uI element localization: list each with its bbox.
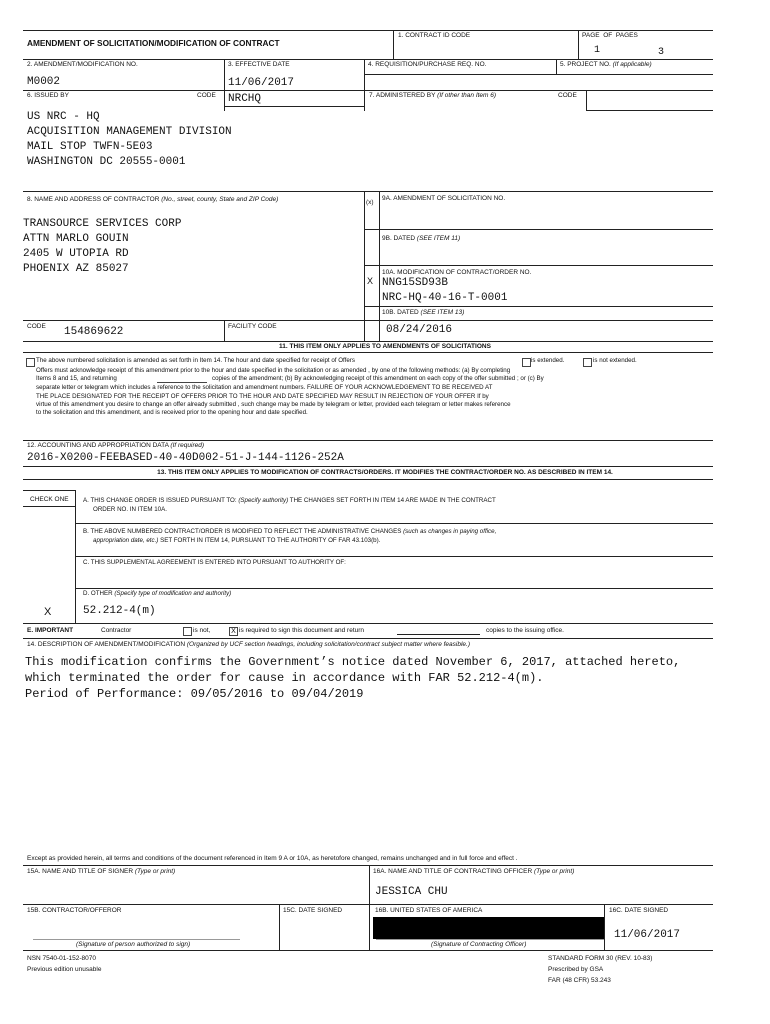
item3-label: 3. EFFECTIVE DATE xyxy=(228,61,290,68)
item13d-authority: 52.212-4(m) xyxy=(83,605,156,617)
effective-date: 11/06/2017 xyxy=(228,77,295,89)
item2-label: 2. AMENDMENT/MODIFICATION NO. xyxy=(27,61,138,68)
signer-signature-caption: (Signature of person authorized to sign) xyxy=(76,941,191,948)
item6-label: 6. ISSUED BY xyxy=(27,92,69,99)
check-one-label: CHECK ONE xyxy=(30,496,69,503)
item14-description: This modification confirms the Government’s notice dated November 6, 2017, attached hereto, which terminated the order for cause in accordance with FAR 52.212-4(m). Period of Performance: 09/05/2016 to 09/04/2019 xyxy=(25,655,681,701)
is-required-checkbox[interactable]: X xyxy=(229,627,238,636)
item7-code-label: CODE xyxy=(558,92,577,99)
item8-code-label: CODE xyxy=(27,323,46,330)
item15b-label: 15B. CONTRACTOR/OFFEROR xyxy=(27,907,122,914)
prescribed-by: Prescribed by GSA xyxy=(548,966,604,973)
date-signed: 11/06/2017 xyxy=(614,929,681,941)
item9b-label: 9B. DATED (SEE ITEM 11) xyxy=(382,235,461,242)
item13d-mark: X xyxy=(44,606,52,618)
item13d-text[interactable]: D. OTHER (Specify type of modification and authority) xyxy=(83,590,232,597)
facility-code-label: FACILITY CODE xyxy=(228,323,277,330)
item13-title: 13. THIS ITEM ONLY APPLIES TO MODIFICATION OF CONTRACTS/ORDERS. IT MODIFIES THE CONTRACT/ORDER NO. AS DESCRIBED IN ITEM 14. xyxy=(157,469,613,476)
item4-label: 4. REQUISITION/PURCHASE REQ. NO. xyxy=(368,61,487,68)
standard-form: STANDARD FORM 30 (REV. 10-83) xyxy=(548,955,653,962)
redacted-signature xyxy=(373,917,604,939)
form-title: AMENDMENT OF SOLICITATION/MODIFICATION OF CONTRACT xyxy=(27,38,280,48)
contract-id-code-label: 1. CONTRACT ID CODE xyxy=(398,32,471,39)
except-text: Except as provided herein, all terms and conditions of the document referenced in Item 9 A or 10A, as heretofore changed, remains unchanged and in full force and effect . xyxy=(27,855,518,862)
item11-checkbox[interactable] xyxy=(26,358,35,367)
previous-edition: Previous edition unusable xyxy=(27,966,102,973)
item16a-label: 16A. NAME AND TITLE OF CONTRACTING OFFICER (Type or print) xyxy=(373,868,575,875)
item15c-label: 15C. DATE SIGNED xyxy=(283,907,343,914)
is-extended-checkbox[interactable] xyxy=(522,358,531,367)
item10-mark: X xyxy=(367,276,374,286)
is-not-extended-checkbox[interactable] xyxy=(583,358,592,367)
is-extended-label: is extended. xyxy=(531,357,565,364)
page-count: 3 xyxy=(658,47,665,58)
copies-label: copies to the issuing office. xyxy=(486,627,564,634)
item11-line1: The above numbered solicitation is amended as set forth in Item 14. The hour and date specified for receipt of Offers xyxy=(36,357,355,364)
nsn: NSN 7540-01-152-8070 xyxy=(27,955,97,962)
is-required-label: is required to sign this document and return xyxy=(239,627,365,634)
item16b-label: 16B. UNITED STATES OF AMERICA xyxy=(375,907,483,914)
item10a-label: 10A. MODIFICATION OF CONTRACT/ORDER NO. xyxy=(382,269,532,276)
item11-line2: Offers must acknowledge receipt of this amendment prior to the hour and date specified in the solicitation or as amended , by one of the following methods: (a) By completing xyxy=(36,367,511,374)
item13b-text[interactable]: B. THE ABOVE NUMBERED CONTRACT/ORDER IS MODIFIED TO REFLECT THE ADMINISTRATIVE CHANGES (such as changes in paying office, appropriation date, etc.) SET FORTH IN ITEM 14, PURSUANT TO THE AUTHORITY OF FAR 43.103(b). xyxy=(83,528,497,544)
page-number: 1 xyxy=(594,45,601,56)
x-column-label: (x) xyxy=(366,199,374,206)
contractor-code: 154869622 xyxy=(64,326,124,338)
is-not-extended-label: is not extended. xyxy=(593,357,637,364)
item15a-label: 15A. NAME AND TITLE OF SIGNER (Type or print) xyxy=(27,868,176,875)
item11-line3b: copies of the amendment; (b) By acknowledging receipt of this amendment on each copy of the offer submitted ; or (c) By xyxy=(212,375,544,382)
accounting-data: 2016-X0200-FEEBASED-40-40D002-51-J-144-1126-252A xyxy=(27,452,344,464)
item13a-text[interactable]: A. THIS CHANGE ORDER IS ISSUED PURSUANT TO: (Specify authority) THE CHANGES SET FORTH IN ITEM 14 ARE MADE IN THE CONTRACT ORDER NO. IN ITEM 10A. xyxy=(83,497,496,513)
amendment-no: M0002 xyxy=(27,76,61,88)
item12-label: 12. ACCOUNTING AND APPROPRIATION DATA (If required) xyxy=(27,442,205,449)
issued-by-code: NRCHQ xyxy=(228,93,262,105)
item14-label: 14. DESCRIPTION OF AMENDMENT/MODIFICATION (Organized by UCF section headings, including solicitation/contract subject matter where feasible.) xyxy=(27,641,471,648)
order-number: NRC-HQ-40-16-T-0001 xyxy=(382,292,508,304)
issued-by-address: US NRC - HQ ACQUISITION MANAGEMENT DIVISION MAIL STOP TWFN-5E03 WASHINGTON DC 20555-0001 xyxy=(27,111,232,168)
item11-line7: to the solicitation and this amendment, and is received prior to the opening hour and date specified. xyxy=(36,409,308,416)
far-reference: FAR (48 CFR) 53.243 xyxy=(548,977,611,984)
item8-label: 8. NAME AND ADDRESS OF CONTRACTOR (No., street, county, State and ZIP Code) xyxy=(27,196,279,203)
item5-label: 5. PROJECT NO. (If applicable) xyxy=(560,61,652,68)
contract-number: NNG15SD93B xyxy=(382,277,449,289)
dated-value: 08/24/2016 xyxy=(386,324,453,336)
item9a-label: 9A. AMENDMENT OF SOLICITATION NO. xyxy=(382,195,506,202)
item11-line4: separate letter or telegram which includes a reference to the solicitation and amendment numbers. FAILURE OF YOUR ACKNOWLEDGEMENT TO BE RECEIVED AT xyxy=(36,384,493,391)
item11-line6: virtue of this amendment you desire to change an offer already submitted , such change may be made by telegram or letter, provided each telegram or letter makes reference xyxy=(36,401,511,408)
is-not-label: is not, xyxy=(193,627,211,634)
officer-signature-caption: (Signature of Contracting Officer) xyxy=(431,941,527,948)
important-label: E. IMPORTANT xyxy=(27,627,74,634)
item13c-text[interactable]: C. THIS SUPPLEMENTAL AGREEMENT IS ENTERED INTO PURSUANT TO AUTHORITY OF: xyxy=(83,559,346,566)
item7-label: 7. ADMINISTERED BY (If other than Item 6) xyxy=(369,92,497,99)
item6-code-label: CODE xyxy=(197,92,216,99)
is-not-checkbox[interactable] xyxy=(183,627,192,636)
contractor-address: TRANSOURCE SERVICES CORP ATTN MARLO GOUIN 2405 W UTOPIA RD PHOENIX AZ 85027 xyxy=(23,218,182,275)
item11-line3a: Items 8 and 15, and returning xyxy=(36,375,117,382)
item10b-label: 10B. DATED (SEE ITEM 13) xyxy=(382,309,465,316)
item11-title: 11. THIS ITEM ONLY APPLIES TO AMENDMENTS OF SOLICITATIONS xyxy=(279,343,491,350)
item16c-label: 16C. DATE SIGNED xyxy=(609,907,669,914)
contractor-label: Contractor xyxy=(101,627,132,634)
contracting-officer-name: JESSICA CHU xyxy=(375,886,448,898)
page-label: PAGE OF PAGES xyxy=(582,32,638,39)
item11-line5: THE PLACE DESIGNATED FOR THE RECEIPT OF OFFERS PRIOR TO THE HOUR AND DATE SPECIFIED MAY RESULT IN REJECTION OF YOUR OFFER If by xyxy=(36,393,489,400)
